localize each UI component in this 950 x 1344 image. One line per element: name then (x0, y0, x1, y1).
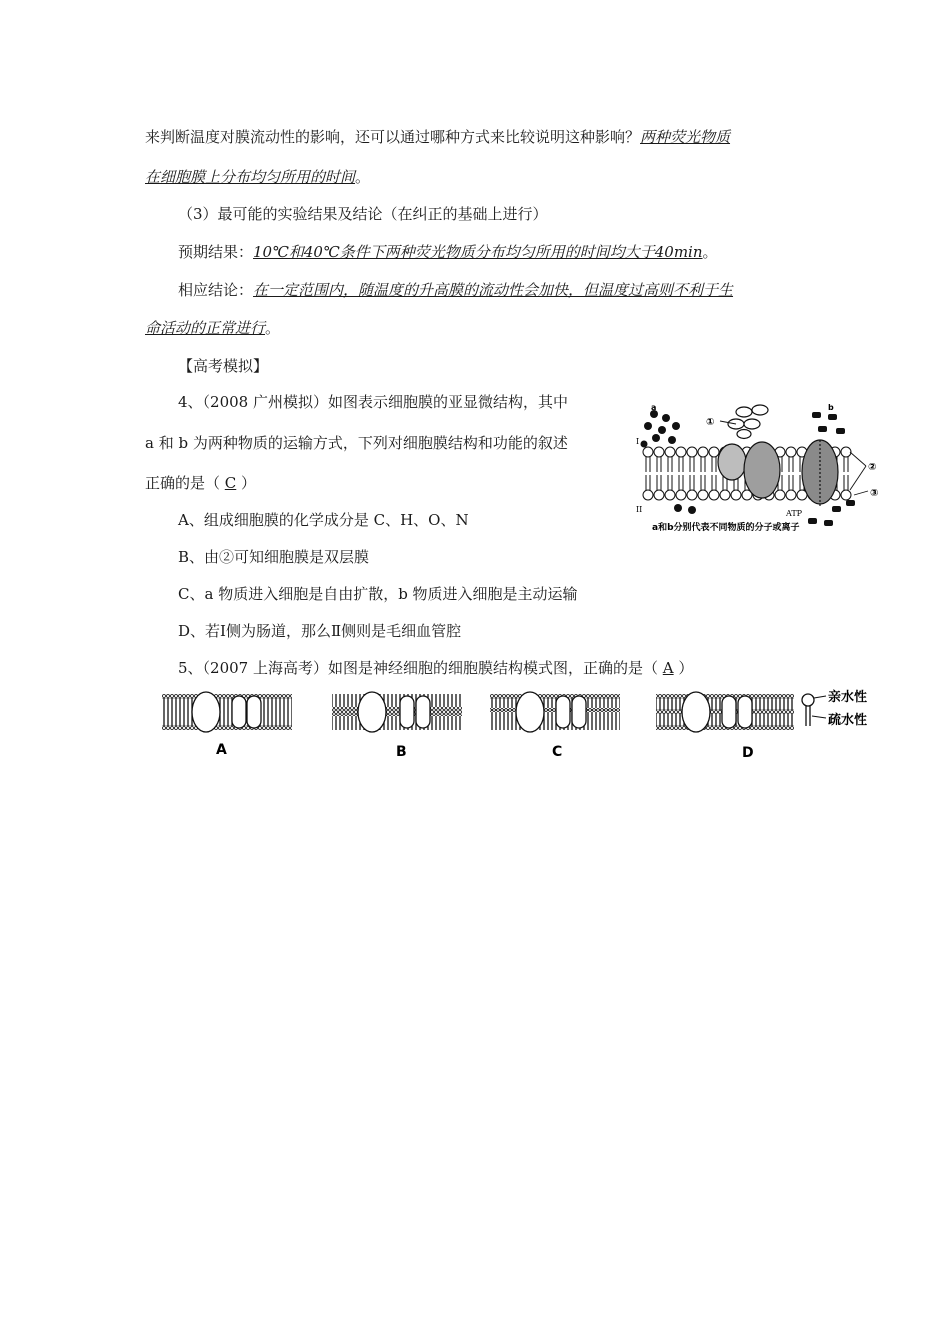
q4-line3-post: ） (236, 474, 257, 492)
label-side-II: II (636, 505, 643, 514)
part3-expected (178, 242, 718, 262)
q4-line1: 4、（2008 广州模拟）如图表示细胞膜的亚显微结构，其中 (178, 393, 568, 411)
conclusion-end: 。 (265, 319, 281, 337)
legend-phospholipid-icon (802, 694, 826, 726)
option-d-label: D (742, 745, 754, 761)
expected-answer: 10℃和40℃条件下两种荧光物质分布均匀所用的时间均大于40min (253, 243, 703, 261)
label-3: ③ (870, 488, 879, 499)
part3-conclusion-line2 (145, 318, 280, 338)
q5-answer: A (662, 659, 674, 677)
label-b: b (828, 403, 834, 412)
part3-heading: （3）最可能的实验结果及结论（在纠正的基础上进行） (178, 205, 548, 223)
section-title: 【高考模拟】 (178, 357, 269, 375)
label-1: ① (706, 417, 715, 428)
membrane-options-figure (150, 686, 880, 764)
q4-option-c: C、a 物质进入细胞是自由扩散，b 物质进入细胞是主动运输 (178, 585, 578, 603)
para1-answer-part1: 两种荧光物质 (640, 128, 731, 146)
figure-caption: a和b分别代表不同物质的分子或离子 (652, 523, 800, 533)
label-atp: ATP (786, 509, 803, 518)
option-a-label: A (216, 742, 227, 758)
option-c-label: C (552, 744, 563, 760)
para1-answer-part2: 在细胞膜上分布均匀所用的时间 (145, 168, 356, 186)
expected-label: 预期结果： (178, 243, 254, 261)
q5-line (178, 658, 693, 678)
para1-line1 (145, 127, 730, 147)
expected-end: 。 (702, 243, 718, 261)
option-c-membrane (490, 692, 620, 732)
legend-hydrophobic: 疏水性 (828, 713, 868, 728)
q4-line3 (145, 473, 256, 493)
q4-option-d: D、若Ⅰ侧为肠道，那么Ⅱ侧则是毛细血管腔 (178, 622, 462, 640)
option-b-membrane (332, 692, 462, 732)
q4-line2: a 和 b 为两种物质的运输方式，下列对细胞膜结构和功能的叙述 (145, 434, 568, 452)
legend-hydrophilic: 亲水性 (828, 690, 868, 705)
label-a: a (651, 403, 657, 412)
q4-option-a: A、组成细胞膜的化学成分是 C、H、O、N (178, 511, 469, 529)
conclusion-answer-2: 命活动的正常进行 (145, 319, 266, 337)
option-a-membrane (162, 692, 292, 732)
para1-line2 (145, 167, 370, 187)
glycoprotein (728, 405, 768, 439)
label-side-I: I (636, 437, 640, 446)
q5-line-post: ） (673, 659, 694, 677)
option-b-label: B (396, 744, 407, 760)
para1-line2-end: 。 (355, 168, 371, 186)
conclusion-answer-1: 在一定范围内，随温度的升高膜的流动性会加快，但温度过高则不利于生 (253, 281, 734, 299)
part3-conclusion (178, 280, 733, 300)
para1-line1-text: 来判断温度对膜流动性的影响，还可以通过哪种方式来比较说明这种影响？ (145, 128, 641, 146)
label-2: ② (868, 462, 877, 473)
option-d-membrane (656, 692, 794, 732)
q4-option-b: B、由②可知细胞膜是双层膜 (178, 548, 370, 566)
molecule-a-cluster (641, 410, 681, 448)
q5-line-pre: 5、（2007 上海高考）如图是神经细胞的细胞膜结构模式图，正确的是（ (178, 659, 663, 677)
q4-answer: C (224, 474, 237, 492)
q4-line3-pre: 正确的是（ (145, 474, 225, 492)
molecule-b-cluster (812, 412, 845, 434)
membrane-figure (632, 400, 887, 538)
conclusion-label: 相应结论： (178, 281, 254, 299)
